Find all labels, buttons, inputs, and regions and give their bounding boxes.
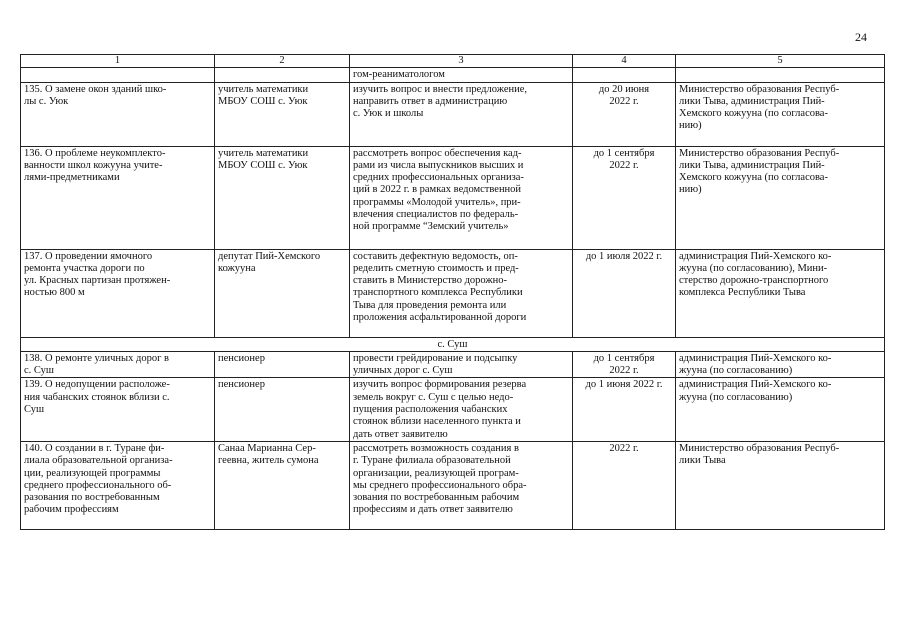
cell-text-line: организации, реализующей програм- xyxy=(353,467,519,479)
cell-text-line: лики Тыва, администрация Пий- xyxy=(679,95,825,107)
cell-text-line: МБОУ СОШ с. Уюк xyxy=(218,95,308,107)
cell-text-line: Санаа Марианна Сер- xyxy=(218,442,316,454)
responsible-cell xyxy=(676,249,885,337)
responsible-cell xyxy=(676,378,885,441)
continuation-row xyxy=(21,68,885,82)
table-row xyxy=(21,351,885,378)
cell-text-line: Суш xyxy=(24,404,45,416)
cell-text-line: до 1 сентября xyxy=(593,147,655,159)
cell-text-line: изучить вопрос формирования резерва xyxy=(353,379,527,391)
applicant-cell xyxy=(215,249,350,337)
cell-text-line: жууна (по согласованию) xyxy=(679,391,793,403)
cell-text-line: с. Уюк и школы xyxy=(353,108,424,120)
cell-text-line: жууна (по согласованию) xyxy=(679,365,793,377)
responsible-cell xyxy=(676,441,885,529)
action-cell xyxy=(350,378,573,441)
cell-text-line: администрация Пий-Хемского ко- xyxy=(679,379,832,391)
cell-text-line: до 1 сентября xyxy=(593,352,655,364)
cell-text-line: пенсионер xyxy=(218,352,265,364)
header-cell-5: 5 xyxy=(676,55,885,68)
table-row xyxy=(21,249,885,337)
cell-text-line: комплекса Республики Тыва xyxy=(679,287,806,299)
cell-text-line: 2022 г. xyxy=(609,365,639,377)
deadline-cell xyxy=(573,441,676,529)
section-row xyxy=(21,337,885,351)
deadline-cell xyxy=(573,249,676,337)
cell-text-line: влечения специалистов по федераль- xyxy=(353,209,519,221)
applicant-cell xyxy=(215,441,350,529)
cell-text-line: депутат Пий-Хемского xyxy=(218,250,321,262)
cell-text-line: лы с. Уюк xyxy=(24,95,69,107)
action-cell xyxy=(350,249,573,337)
cell-text-line: до 1 июня 2022 г. xyxy=(585,379,663,391)
cell-text-line: рами из числа выпускников высших и xyxy=(353,159,524,171)
cell-text-line: ванности школ кожууна учите- xyxy=(24,159,163,171)
cell-text-line: ул. Красных партизан протяжен- xyxy=(24,275,171,287)
cell-text-line: Министерство образования Респуб- xyxy=(679,147,840,159)
applicant-cell xyxy=(215,351,350,378)
cell-text-line: учитель математики xyxy=(218,147,309,159)
cell-text-line: ния чабанских стоянок вблизи с. xyxy=(24,391,170,403)
cell-text-line: 139. О недопущении расположе- xyxy=(24,379,170,391)
action-cell xyxy=(350,146,573,249)
continuation-cell-5 xyxy=(676,68,885,82)
continuation-cell-4 xyxy=(573,68,676,82)
responsible-cell xyxy=(676,351,885,378)
cell-text-line: лики Тыва, администрация Пий- xyxy=(679,159,825,171)
cell-text-line: ций в 2022 г. в рамках ведомственной xyxy=(353,184,522,196)
cell-text-line: транспортного комплекса Республики xyxy=(353,287,523,299)
cell-text-line: лями-предметниками xyxy=(24,172,120,184)
cell-text-line: средних профессиональных организа- xyxy=(353,172,524,184)
issue-cell xyxy=(21,351,215,378)
table-row xyxy=(21,378,885,441)
cell-text-line: программы «Молодой учитель», при- xyxy=(353,196,521,208)
cell-text-line: кожууна xyxy=(218,262,256,274)
continuation-cell-2 xyxy=(215,68,350,82)
cell-text-line: ции, реализующей программы xyxy=(24,467,161,479)
cell-text-line: пущения расположения чабанских xyxy=(353,404,508,416)
issue-cell xyxy=(21,82,215,146)
cell-text-line: зования по востребованным рабочим xyxy=(353,492,520,504)
cell-text-line: 137. О проведении ямочного xyxy=(24,250,153,262)
cell-text-line: администрация Пий-Хемского ко- xyxy=(679,352,832,364)
cell-text-line: 2022 г. xyxy=(609,159,639,171)
deadline-cell xyxy=(573,82,676,146)
cell-text-line: 138. О ремонте уличных дорог в xyxy=(24,352,169,364)
cell-text-line: профессиям и дать ответ заявителю xyxy=(353,504,513,516)
cell-text-line: Хемского кожууна (по согласова- xyxy=(679,172,828,184)
action-cell xyxy=(350,441,573,529)
responsible-cell xyxy=(676,146,885,249)
action-cell xyxy=(350,82,573,146)
cell-text-line: направить ответ в администрацию xyxy=(353,95,508,107)
table-row xyxy=(21,82,885,146)
continuation-text: гом-реаниматологом xyxy=(353,69,445,81)
cell-text-line: разования по востребованным xyxy=(24,492,160,504)
header-cell-4: 4 xyxy=(573,55,676,68)
cell-text-line: 136. О проблеме неукомплекто- xyxy=(24,147,166,159)
cell-text-line: лиала образовательной организа- xyxy=(24,455,173,467)
cell-text-line: земель вокруг с. Суш с целью недо- xyxy=(353,391,514,403)
cell-text-line: 140. О создании в г. Туране фи- xyxy=(24,442,165,454)
cell-text-line: ремонта участка дороги по xyxy=(24,262,145,274)
issue-cell xyxy=(21,249,215,337)
cell-text-line: среднего профессионального об- xyxy=(24,479,172,491)
cell-text-line: жууна (по согласованию), Мини- xyxy=(679,262,828,274)
cell-text-line: дать ответ заявителю xyxy=(353,428,448,440)
cell-text-line: нию) xyxy=(679,120,702,132)
cell-text-line: ределить сметную стоимость и пред- xyxy=(353,262,519,274)
cell-text-line: учитель математики xyxy=(218,83,309,95)
cell-text-line: ностью 800 м xyxy=(24,287,85,299)
table-row xyxy=(21,146,885,249)
continuation-cell-3 xyxy=(350,68,573,82)
cell-text-line: изучить вопрос и внести предложение, xyxy=(353,83,527,95)
cell-text-line: г. Туране филиала образовательной xyxy=(353,455,511,467)
cell-text-line: 2022 г. xyxy=(609,442,639,454)
cell-text-line: составить дефектную ведомость, оп- xyxy=(353,250,518,262)
cell-text-line: ставить в Министерство дорожно- xyxy=(353,275,508,287)
cell-text-line: ной программе “Земский учитель» xyxy=(353,221,509,233)
cell-text-line: до 20 июня xyxy=(598,83,650,95)
section-heading: с. Суш xyxy=(21,337,885,351)
page-number: 24 xyxy=(855,30,867,44)
cell-text-line: администрация Пий-Хемского ко- xyxy=(679,250,832,262)
cell-text-line: уличных дорог с. Суш xyxy=(353,365,453,377)
cell-text-line: стоянок вблизи населенного пункта и xyxy=(353,416,521,428)
header-cell-3: 3 xyxy=(350,55,573,68)
header-cell-2: 2 xyxy=(215,55,350,68)
cell-text-line: 2022 г. xyxy=(609,95,639,107)
cell-text-line: стерство дорожно-транспортного xyxy=(679,275,829,287)
deadline-cell xyxy=(573,351,676,378)
cell-text-line: 135. О замене окон зданий шко- xyxy=(24,83,167,95)
cell-text-line: Хемского кожууна (по согласова- xyxy=(679,108,828,120)
action-cell xyxy=(350,351,573,378)
cell-text-line: мы среднего профессионального обра- xyxy=(353,479,527,491)
applicant-cell xyxy=(215,378,350,441)
cell-text-line: проложения асфальтированной дороги xyxy=(353,312,527,324)
deadline-cell xyxy=(573,146,676,249)
cell-text-line: Тыва для проведения ремонта или xyxy=(353,299,507,311)
cell-text-line: до 1 июля 2022 г. xyxy=(585,250,663,262)
issue-cell xyxy=(21,441,215,529)
cell-text-line: рассмотреть вопрос обеспечения кад- xyxy=(353,147,522,159)
decisions-table xyxy=(20,54,885,530)
cell-text-line: МБОУ СОШ с. Уюк xyxy=(218,159,308,171)
issue-cell xyxy=(21,146,215,249)
continuation-cell-1 xyxy=(21,68,215,82)
cell-text-line: рассмотреть возможность создания в xyxy=(353,442,519,454)
cell-text-line: с. Суш xyxy=(24,365,54,377)
cell-text-line: Министерство образования Респуб- xyxy=(679,442,840,454)
table-row xyxy=(21,441,885,529)
cell-text-line: лики Тыва xyxy=(679,455,726,467)
issue-cell xyxy=(21,378,215,441)
cell-text-line: Министерство образования Респуб- xyxy=(679,83,840,95)
cell-text-line: геевна, житель сумона xyxy=(218,455,319,467)
deadline-cell xyxy=(573,378,676,441)
responsible-cell xyxy=(676,82,885,146)
applicant-cell xyxy=(215,146,350,249)
header-cell-1: 1 xyxy=(21,55,215,68)
cell-text-line: нию) xyxy=(679,184,702,196)
applicant-cell xyxy=(215,82,350,146)
cell-text-line: пенсионер xyxy=(218,379,265,391)
cell-text-line: рабочим профессиям xyxy=(24,504,119,516)
cell-text-line: провести грейдирование и подсыпку xyxy=(353,352,518,364)
header-row xyxy=(21,55,885,68)
